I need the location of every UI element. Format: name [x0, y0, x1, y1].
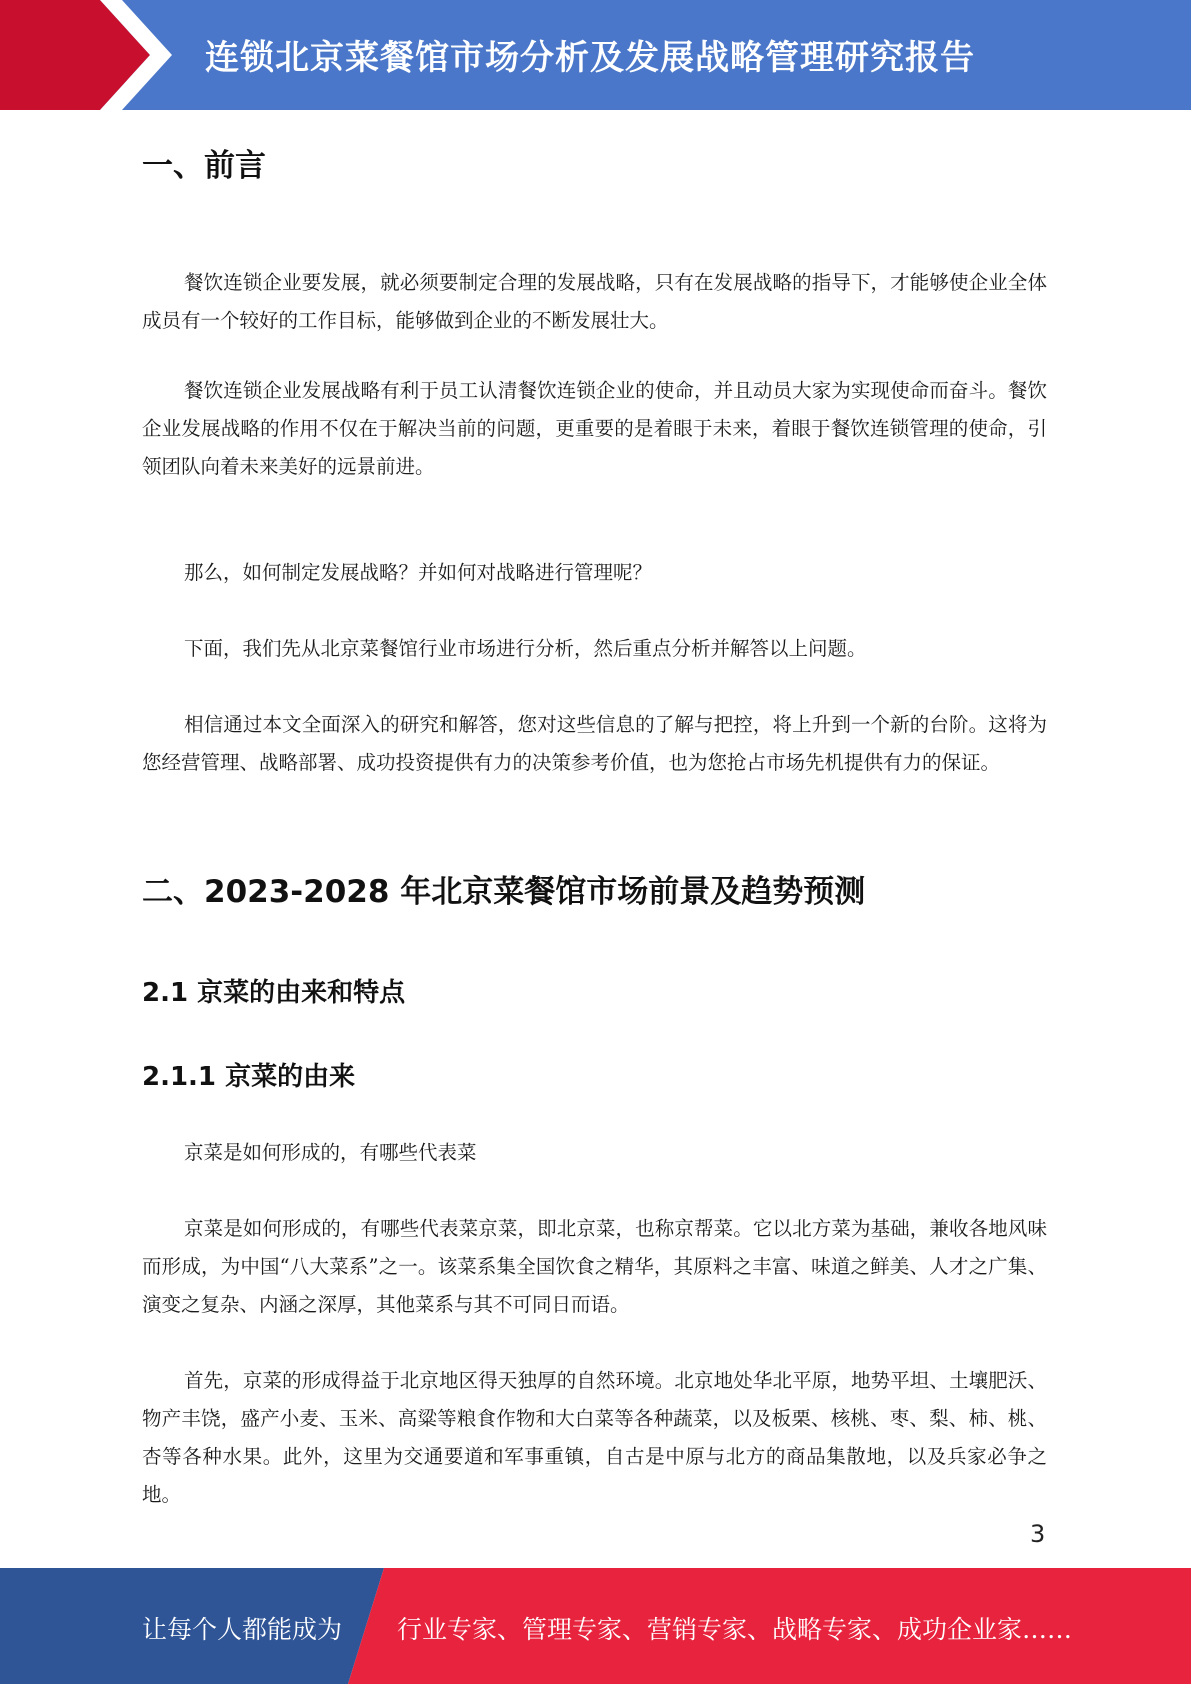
paragraph: 餐饮连锁企业要发展，就必须要制定合理的发展战略，只有在发展战略的指导下，才能够使企业全体成员有一个较好的工作目标，能够做到企业的不断发展壮大。 — [142, 271, 1047, 332]
page-number: 3 — [1030, 1520, 1046, 1548]
paragraph: 那么，如何制定发展战略？并如何对战略进行管理呢？ — [184, 561, 653, 584]
header-banner — [0, 0, 1191, 110]
section-heading-forecast: 二、2023-2028 年北京菜餐馆市场前景及趋势预测 — [142, 874, 866, 910]
footer-slogan-right: 行业专家、管理专家、营销专家、战略专家、成功企业家…… — [397, 1615, 1073, 1644]
subsection-heading: 2.1 京菜的由来和特点 — [142, 978, 406, 1008]
paragraph: 京菜是如何形成的，有哪些代表菜 — [184, 1141, 477, 1164]
footer-slogan-left: 让每个人都能成为 — [142, 1615, 343, 1644]
paragraph: 相信通过本文全面深入的研究和解答，您对这些信息的了解与把控，将上升到一个新的台阶。这将为您经营管理、战略部署、成功投资提供有力的决策参考价值，也为您抢占市场先机提供有力的保证。 — [142, 713, 1047, 774]
subsubsection-heading: 2.1.1 京菜的由来 — [142, 1062, 356, 1092]
paragraph: 京菜是如何形成的，有哪些代表菜京菜，即北京菜，也称京帮菜。它以北方菜为基础，兼收各地风味而形成，为中国“八大菜系”之一。该菜系集全国饮食之精华，其原料之丰富、味道之鲜美、人才之广集、演变之复杂、内涵之深厚，其他菜系与其不可同日而语。 — [142, 1217, 1047, 1316]
report-title: 连锁北京菜餐馆市场分析及发展战略管理研究报告 — [205, 38, 975, 78]
footer-banner — [0, 1568, 1191, 1684]
section-heading-preface: 一、前言 — [142, 148, 266, 184]
paragraph: 餐饮连锁企业发展战略有利于员工认清餐饮连锁企业的使命，并且动员大家为实现使命而奋斗。餐饮企业发展战略的作用不仅在于解决当前的问题，更重要的是着眼于未来，着眼于餐饮连锁管理的使命，引领团队向着未来美好的远景前进。 — [142, 379, 1047, 478]
paragraph: 首先，京菜的形成得益于北京地区得天独厚的自然环境。北京地处华北平原，地势平坦、土壤肥沃、物产丰饶，盛产小麦、玉米、高粱等粮食作物和大白菜等各种蔬菜，以及板栗、核桃、枣、梨、柿、桃、杏等各种水果。此外，这里为交通要道和军事重镇，自古是中原与北方的商品集散地，以及兵家必争之地。 — [142, 1369, 1047, 1506]
paragraph: 下面，我们先从北京菜餐馆行业市场进行分析，然后重点分析并解答以上问题。 — [184, 637, 867, 660]
